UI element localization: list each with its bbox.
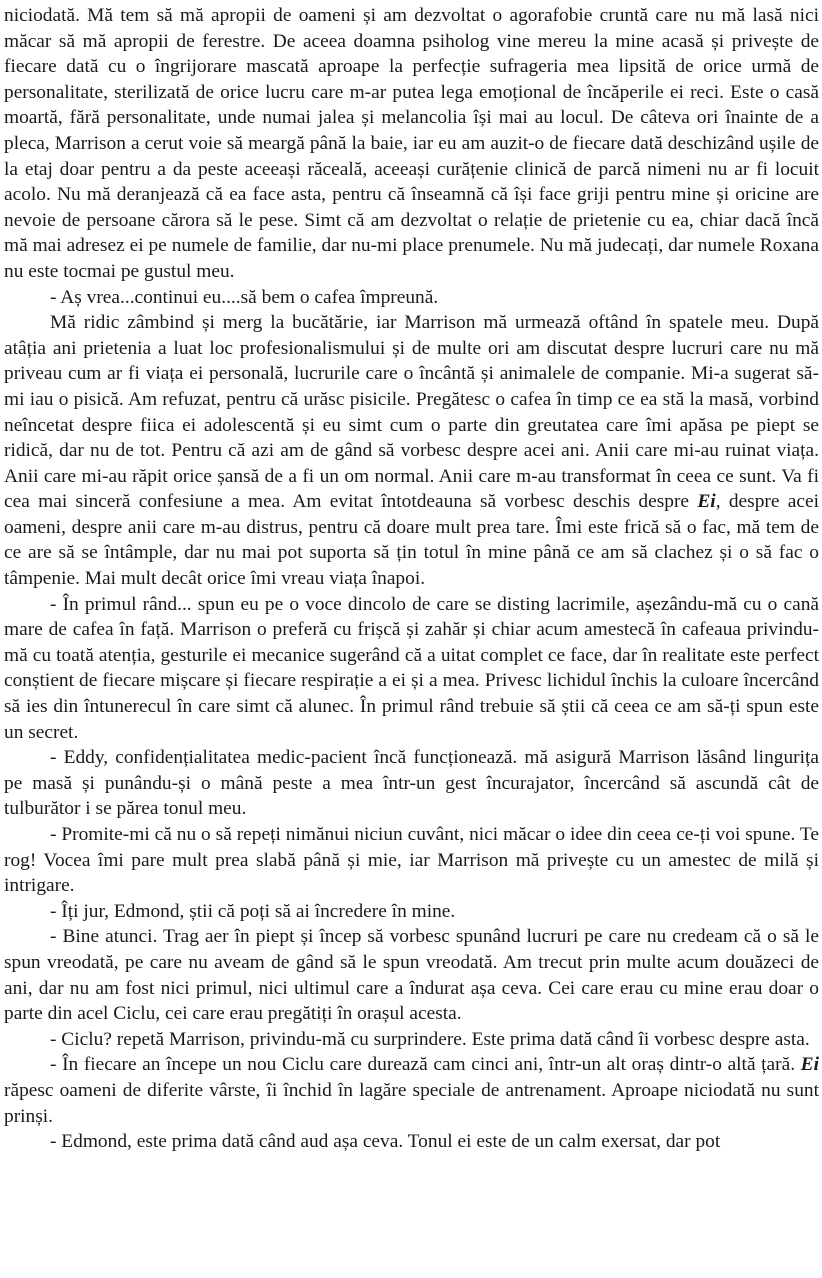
dialogue-line <box>4 924 819 1026</box>
text-segment: răpesc oameni de diferite vârste, îi închid în lagăre speciale de antrenament. Aproape niciodată nu sunt prinși. <box>4 1079 819 1127</box>
dialogue-line <box>4 285 819 311</box>
dialogue-line <box>4 822 819 899</box>
emphasized-word: Ei <box>800 1054 819 1076</box>
text-segment: Mă ridic zâmbind și merg la bucătărie, iar Marrison mă urmează oftând în spatele meu. După atâția ani prietenia a luat loc profesionalismului și de multe ori am discutat despre lucruri care nu mă priveau cum ar fi viața ei personală, lucrurile care o încântă și animalele de companie. Mi-a sugerat să-mi iau o pisică. Am refuzat, pentru că urăsc pisicile. Pregătesc o cafea în timp ce ea stă la masă, vorbind neîncetat despre fiica ei adolescentă și eu simt cum o parte din greutatea care îmi apăsa pe piept se ridică, dar nu de tot. Pentru că azi am de gând să vorbesc despre acei ani. Anii care mi-au ruinat viața. Anii care mi-au răpit orice șansă de a fi un om normal. Anii care m-au transformat în ceea ce sunt. Va fi cea mai sinceră confesiune a mea. Am evitat întotdeauna să vorbesc deschis despre <box>4 312 819 513</box>
dialogue-line <box>4 1129 819 1155</box>
emphasized-word: Ei <box>697 491 716 513</box>
text-segment: niciodată. Mă tem să mă apropii de oameni și am dezvoltat o agorafobie cruntă care nu mă lasă nici măcar să mă apropii de ferestre. De aceea doamna psiholog vine mereu la mine acasă și privește de fiecare dată cu o îngrijorare mascată aproape la perfecție sufrageria mea lipsită de orice urmă de personalitate, sterilizată de orice lucru care m-ar putea lega emoțional de încăperile ei reci. Este o casă moartă, fără personalitate, unde numai jalea și melancolia își mai au locul. De câteva ori înainte de a pleca, Marrison a cerut voie să meargă până la baie, iar eu am auzit-o de fiecare dată deschizând ușile de la etaj doar pentru a da peste aceeași răceală, aceeași curățenie clinică de parcă nimeni nu ar fi locuit acolo. Nu mă deranjează că ea face asta, pentru că înseamnă că își face griji pentru mine și oricine are nevoie de persoane cărora să le pese. Simt că am dezvoltat o relație de prietenie cu ea, chiar dacă încă mă mai adresez ei pe numele de familie, dar nu-mi place prenumele. Nu mă judecați, dar numele Roxana nu este tocmai pe gustul meu. <box>4 5 819 282</box>
dialogue-line <box>4 1052 819 1129</box>
dialogue-line <box>4 745 819 822</box>
text-segment: , despre acei oameni, despre anii care m-au distrus, pentru că doare mult prea tare. Îmi este frică să o fac, mă tem de ce are să se întâmple, dar nu mai pot suporta să țin totul în mine până ce am să clachez și o să fac o tâmpenie. Mai mult decât orice îmi vreau viața înapoi. <box>4 491 819 590</box>
dialogue-line <box>4 592 819 746</box>
dialogue-line <box>4 1027 819 1053</box>
paragraph <box>4 310 819 592</box>
dialogue-line <box>4 899 819 925</box>
text-segment: - Bine atunci. Trag aer în piept și încep să vorbesc spunând lucruri pe care nu credeam că o să le spun vreodată, pe care nu aveam de gând să le spun vreodată. Am trecut prin multe acum douăzeci de ani, dar nu am fost nici primul, nici ultimul care a îndurat așa ceva. Cei care erau cu mine erau doar o parte din acel Ciclu, cei care erau pregătiți în orașul acesta. <box>4 926 819 1025</box>
text-segment: - Aș vrea...continui eu....să bem o cafea împreună. <box>50 286 439 308</box>
paragraph <box>4 3 819 285</box>
text-segment: - Promite-mi că nu o să repeți nimănui niciun cuvânt, nici măcar o idee din ceea ce-ți voi spune. Te rog! Vocea îmi pare mult prea slabă până și mie, iar Marrison mă privește cu un amestec de milă și intrigare. <box>4 824 819 897</box>
text-segment: - În fiecare an începe un nou Ciclu care durează cam cinci ani, într-un alt oraș dintr-o altă țară. <box>50 1054 801 1076</box>
text-segment: - Ciclu? repetă Marrison, privindu-mă cu surprindere. Este prima dată când îi vorbesc despre asta. <box>50 1028 810 1050</box>
text-segment: - În primul rând... spun eu pe o voce dincolo de care se disting lacrimile, așezându-mă cu o cană mare de cafea în față. Marrison o preferă cu frișcă și zahăr și chiar acum amestecă în cafeaua privindu-mă cu toată atenția, gesturile ei mecanice sugerând că a uitat complet ce face, dar în realitate este perfect conștient de fiecare mișcare și fiecare respirație a ei și a mea. Privesc lichidul închis la culoare încercând să ies din întunerecul în care simt că alunec. În primul rând trebuie să știi că ceea ce am să-ți spun este un secret. <box>4 593 819 743</box>
text-segment: - Îți jur, Edmond, știi că poți să ai încredere în mine. <box>50 900 456 922</box>
text-segment: - Eddy, confidențialitatea medic-pacient încă funcționează. mă asigură Marrison lăsând lingurița pe masă și punându-și o mână peste a mea într-un gest încurajator, încercând să ascundă cât de tulburător i se părea tonul meu. <box>4 747 819 820</box>
text-segment: - Edmond, este prima dată când aud așa ceva. Tonul ei este de un calm exersat, dar pot <box>50 1131 721 1153</box>
